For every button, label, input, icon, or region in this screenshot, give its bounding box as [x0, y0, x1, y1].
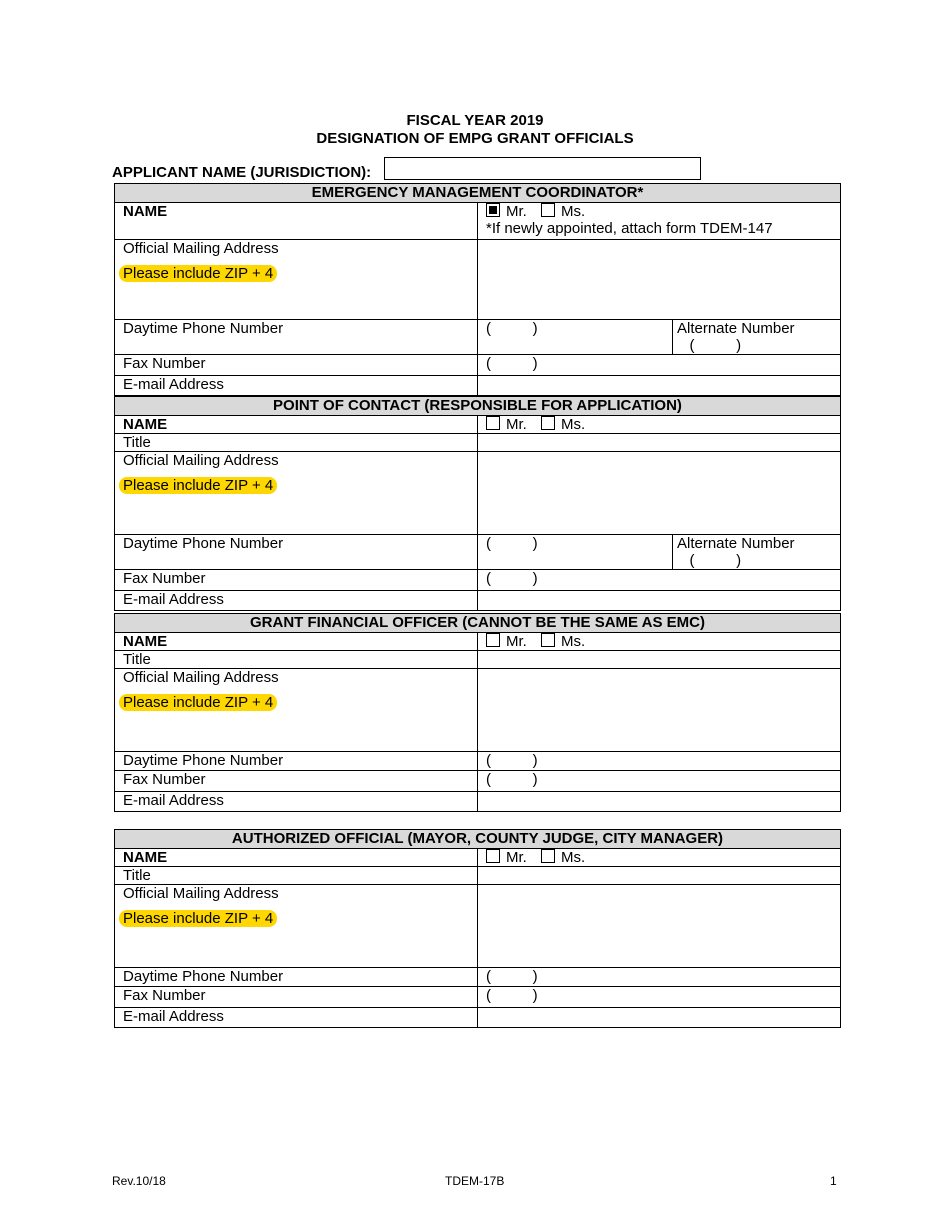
name-field[interactable] — [478, 849, 841, 867]
daytime-field[interactable]: ( ) — [478, 752, 841, 771]
daytime-label: Daytime Phone Number — [115, 320, 478, 355]
fax-field[interactable]: ( ) — [478, 570, 841, 591]
email-field[interactable] — [478, 591, 841, 611]
ms-label: Ms. — [561, 416, 586, 433]
address-field[interactable] — [478, 669, 841, 752]
mr-label: Mr. — [506, 203, 527, 220]
form-number: TDEM-17B — [445, 1174, 505, 1188]
name-label: NAME — [115, 416, 478, 434]
name-label: NAME — [115, 633, 478, 651]
gfo-section — [114, 613, 841, 812]
alternate-label: Alternate Number — [677, 320, 795, 337]
email-field[interactable] — [478, 376, 841, 396]
emc-section — [114, 183, 841, 396]
ms-checkbox[interactable] — [541, 416, 555, 430]
applicant-label: APPLICANT NAME (JURISDICTION): — [112, 164, 372, 181]
ms-label: Ms. — [561, 633, 586, 650]
address-label: Official Mailing Address Please include ZIP + 4 — [115, 452, 478, 535]
fax-field[interactable]: ( ) — [478, 355, 841, 376]
emc-note: *If newly appointed, attach form TDEM-147 — [486, 220, 773, 237]
daytime-label: Daytime Phone Number — [115, 968, 478, 987]
mr-checkbox[interactable] — [486, 203, 500, 217]
mr-label: Mr. — [506, 633, 527, 650]
ms-checkbox[interactable] — [541, 849, 555, 863]
emc-header: EMERGENCY MANAGEMENT COORDINATOR* — [115, 184, 841, 203]
fax-field[interactable]: ( ) — [478, 771, 841, 792]
mr-checkbox[interactable] — [486, 849, 500, 863]
revision-label: Rev.10/18 — [112, 1174, 166, 1188]
email-label: E-mail Address — [115, 591, 478, 611]
page-number: 1 — [830, 1174, 837, 1188]
name-label: NAME — [115, 849, 478, 867]
email-label: E-mail Address — [115, 1008, 478, 1028]
fax-label: Fax Number — [115, 570, 478, 591]
name-label: NAME — [115, 203, 478, 240]
zip-highlight: Please include ZIP + 4 — [119, 910, 277, 927]
mr-label: Mr. — [506, 849, 527, 866]
email-field[interactable] — [478, 792, 841, 812]
daytime-label: Daytime Phone Number — [115, 752, 478, 771]
name-field[interactable] — [478, 203, 841, 240]
ao-header: AUTHORIZED OFFICIAL (MAYOR, COUNTY JUDGE, CITY MANAGER) — [115, 830, 841, 849]
email-label: E-mail Address — [115, 376, 478, 396]
alternate-field[interactable]: Alternate Number ( ) — [672, 535, 840, 569]
ms-label: Ms. — [561, 849, 586, 866]
daytime-field[interactable] — [478, 320, 841, 355]
ms-checkbox[interactable] — [541, 633, 555, 647]
form-title: DESIGNATION OF EMPG GRANT OFFICIALS — [316, 130, 634, 147]
title-label: Title — [115, 867, 478, 885]
fax-field[interactable]: ( ) — [478, 987, 841, 1008]
address-field[interactable] — [478, 240, 841, 320]
address-label: Official Mailing Address Please include ZIP + 4 — [115, 669, 478, 752]
title-label: Title — [115, 434, 478, 452]
title-field[interactable] — [478, 867, 841, 885]
name-field[interactable] — [478, 633, 841, 651]
gfo-header: GRANT FINANCIAL OFFICER (CANNOT BE THE SAME AS EMC) — [115, 614, 841, 633]
title-field[interactable] — [478, 651, 841, 669]
ms-label: Ms. — [561, 203, 586, 220]
daytime-field[interactable] — [478, 535, 841, 570]
fax-label: Fax Number — [115, 355, 478, 376]
mr-checkbox[interactable] — [486, 633, 500, 647]
zip-highlight: Please include ZIP + 4 — [119, 694, 277, 711]
title-label: Title — [115, 651, 478, 669]
address-field[interactable] — [478, 452, 841, 535]
address-label: Official Mailing Address Please include ZIP + 4 — [115, 885, 478, 968]
email-field[interactable] — [478, 1008, 841, 1028]
poc-section — [114, 396, 841, 611]
fax-label: Fax Number — [115, 771, 478, 792]
fax-label: Fax Number — [115, 987, 478, 1008]
poc-header: POINT OF CONTACT (RESPONSIBLE FOR APPLICATION) — [115, 397, 841, 416]
ms-checkbox[interactable] — [541, 203, 555, 217]
address-field[interactable] — [478, 885, 841, 968]
fiscal-year-title: FISCAL YEAR 2019 — [406, 112, 544, 129]
daytime-field[interactable]: ( ) — [478, 968, 841, 987]
ao-section — [114, 829, 841, 1028]
email-label: E-mail Address — [115, 792, 478, 812]
title-field[interactable] — [478, 434, 841, 452]
daytime-paren: ( ) — [486, 535, 538, 552]
mr-checkbox[interactable] — [486, 416, 500, 430]
alternate-field[interactable]: Alternate Number ( ) — [672, 320, 840, 354]
zip-highlight: Please include ZIP + 4 — [119, 265, 277, 282]
applicant-name-input[interactable] — [384, 157, 701, 180]
name-field[interactable] — [478, 416, 841, 434]
mr-label: Mr. — [506, 416, 527, 433]
daytime-paren: ( ) — [486, 320, 538, 337]
zip-highlight: Please include ZIP + 4 — [119, 477, 277, 494]
address-label: Official Mailing Address Please include ZIP + 4 — [115, 240, 478, 320]
alternate-label: Alternate Number — [677, 535, 795, 552]
daytime-label: Daytime Phone Number — [115, 535, 478, 570]
